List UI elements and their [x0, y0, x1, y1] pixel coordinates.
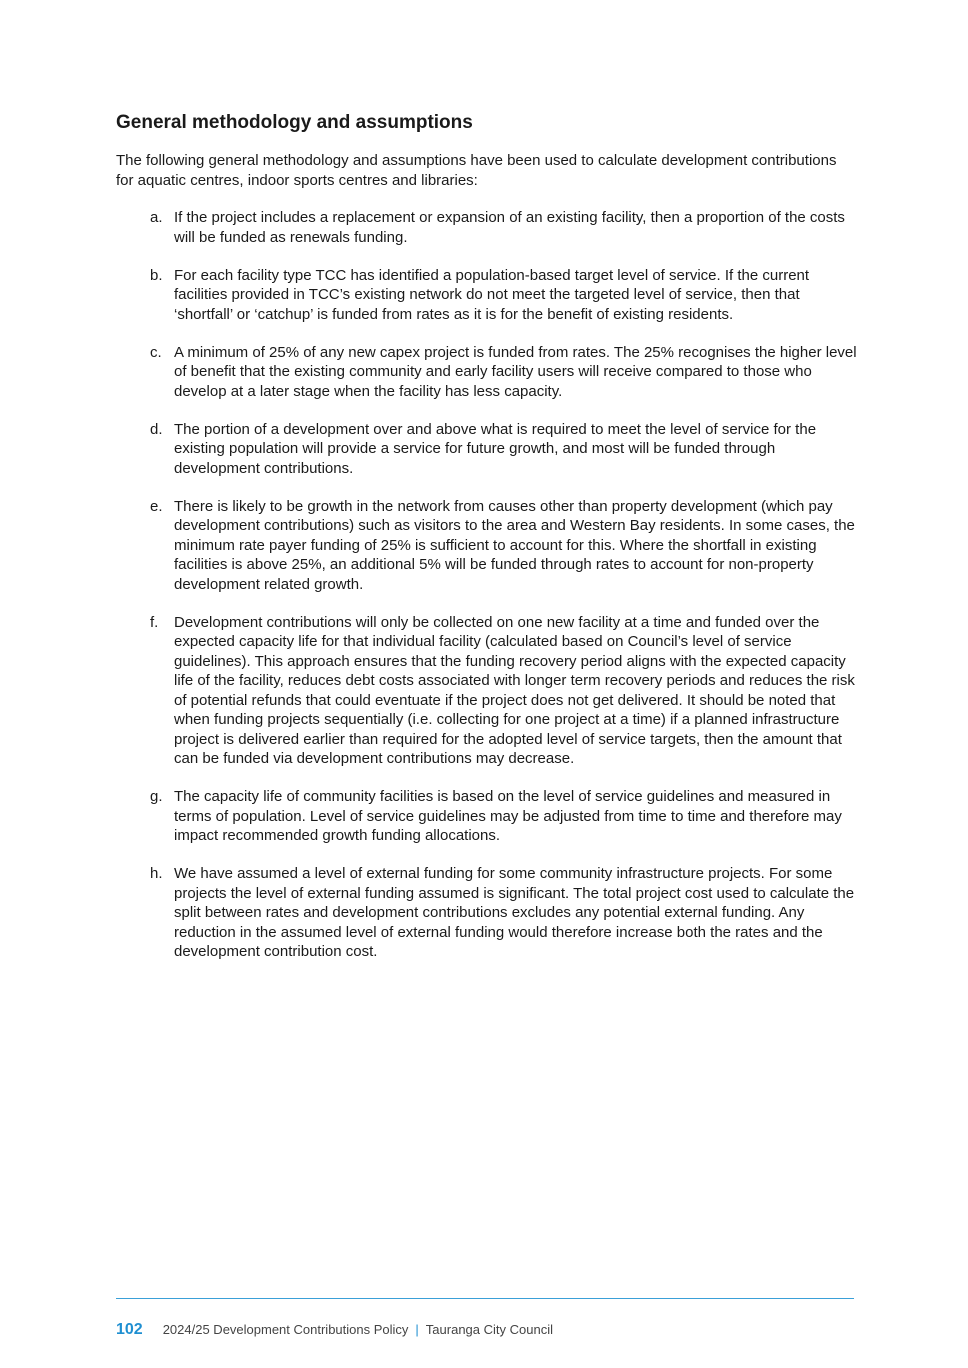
- document-title: 2024/25 Development Contributions Policy: [162, 1322, 409, 1337]
- list-item-letter: e.: [150, 497, 163, 515]
- list-item: [150, 343, 860, 402]
- page-number: 102: [116, 1321, 143, 1338]
- list-item: [150, 787, 860, 846]
- list-item-letter: h.: [150, 865, 163, 882]
- list-item-text: If the project includes a replacement or expansion of an existing facility, then a proportion of the costs will be funded as renewals funding.: [174, 209, 845, 246]
- list-item: [150, 497, 860, 595]
- list-item-text: The capacity life of community facilities is based on the level of service guidelines and measured in terms of population. Level of service guidelines may be adjusted from time to time and therefore may impact recommended growth funding allocations.: [174, 788, 842, 844]
- list-item-letter: d.: [150, 420, 163, 438]
- page-footer: [116, 1321, 553, 1343]
- list-item-letter: b.: [150, 266, 163, 284]
- list-item-letter: a.: [150, 209, 163, 226]
- list-item-text: We have assumed a level of external funding for some community infrastructure projects. For some projects the level of external funding assumed is significant. The total project cost used to calculate the split between rates and development contributions excludes any potential external funding. Any reduction in the assumed level of external funding would therefore increase both the rates and the development contribution cost.: [174, 865, 855, 960]
- footer-separator: |: [415, 1322, 419, 1337]
- list-item-text: For each facility type TCC has identified a population-based target level of service. If the current facilities provided in TCC’s existing network do not meet the targeted level of service, then that ‘shortfall’ or ‘catchup’ is funded from rates as it is for the benefit of existing residents.: [174, 266, 810, 323]
- intro-paragraph: The following general methodology and assumptions have been used to calculate development contributions for aquatic centres, indoor sports centres and libraries:: [116, 152, 837, 189]
- list-item-letter: f.: [150, 613, 159, 631]
- organisation-name: Tauranga City Council: [425, 1322, 553, 1337]
- footer-divider: [116, 1298, 854, 1299]
- list-item: [150, 208, 860, 247]
- list-item-text: Development contributions will only be collected on one new facility at a time and funded over the expected capacity life for that individual facility (calculated based on Council’s level of service guidelines). This approach ensures that the funding recovery period aligns with the expected capacity life of the facility, reduces debt costs associated with longer term recovery periods and reduces the risk of potential refunds that could eventuate if the project does not get delivered. It should be noted that when funding projects sequentially (i.e. collecting for one project at a time) if a planned infrastructure project is delivered earlier than required for the adopted level of service targets, then the amount that can be funded via development contributions may decrease.: [174, 613, 855, 767]
- list-item-letter: c.: [150, 343, 162, 361]
- list-item-text: The portion of a development over and above what is required to meet the level of service for the existing population will provide a service for future growth, and most will be funded through development contributions.: [174, 420, 817, 477]
- list-item: [150, 864, 860, 962]
- list-item-text: There is likely to be growth in the network from causes other than property development (which pay development contributions) such as visitors to the area and Western Bay residents. In some cases, the minimum rate payer funding of 25% is sufficient to account for this. Where the shortfall in existing facilities is above 25%, an additional 5% will be funded through rates to account for non-property development related growth.: [174, 497, 855, 593]
- list-item: [150, 266, 860, 325]
- list-item-text: A minimum of 25% of any new capex project is funded from rates. The 25% recognises the higher level of benefit that the existing community and early facility users will receive compared to those who develop at a later stage when the facility has less capacity.: [174, 343, 857, 400]
- section-heading: General methodology and assumptions: [116, 112, 473, 133]
- list-item: [150, 613, 860, 769]
- list-item-letter: g.: [150, 788, 163, 805]
- list-item: [150, 420, 860, 479]
- assumptions-list: [150, 208, 860, 980]
